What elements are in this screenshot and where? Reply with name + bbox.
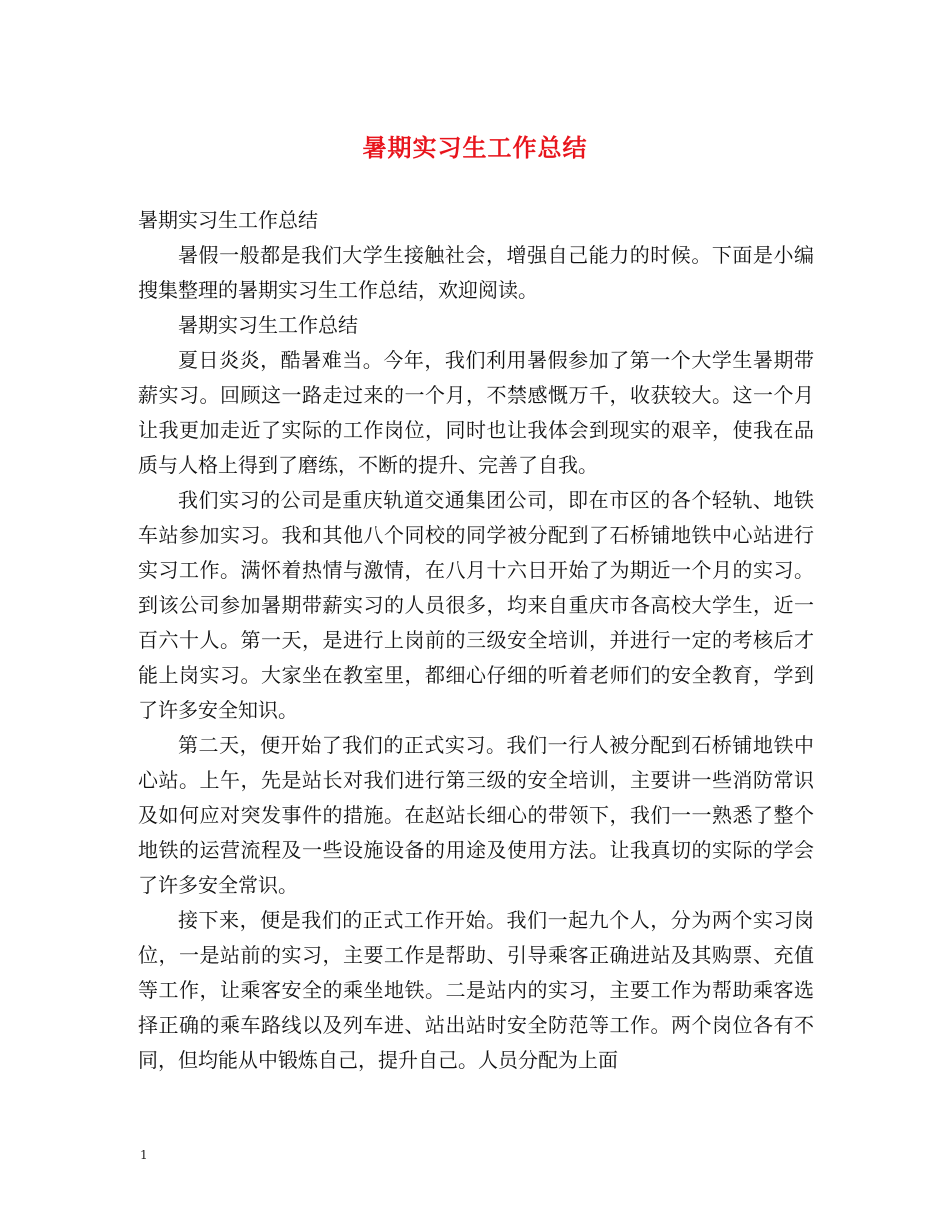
document-title: 暑期实习生工作总结 [362, 133, 588, 162]
paragraph-subheading: 暑期实习生工作总结 [178, 313, 358, 337]
paragraph: 我们实习的公司是重庆轨道交通集团公司，即在市区的各个轻轨、地铁车站参加实习。我和其他八个同校的同学被分配到了石桥铺地铁中心站进行实习工作。满怀着热情与激情，在八月十六日开始了为期近一个月的实习。到该公司参加暑期带薪实习的人员很多，均来自重庆市各高校大学生，近一百六十人。第一天，是进行上岗前的三级安全培训，并进行一定的考核后才能上岗实习。大家坐在教室里，都细心仔细的听着老师们的安全教育，学到了许多安全知识。 [138, 488, 814, 722]
paragraph: 接下来，便是我们的正式工作开始。我们一起九个人，分为两个实习岗位，一是站前的实习，主要工作是帮助、引导乘客正确进站及其购票、充值等工作，让乘客安全的乘坐地铁。二是站内的实习，主要工作为帮助乘客选择正确的乘车路线以及列车进、站出站时安全防范等工作。两个岗位各有不同，但均能从中锻炼自己，提升自己。人员分配为上面 [138, 908, 814, 1072]
paragraph-intro: 暑假一般都是我们大学生接触社会，增强自己能力的时候。下面是小编搜集整理的暑期实习生工作总结，欢迎阅读。 [138, 243, 814, 302]
paragraph: 第二天，便开始了我们的正式实习。我们一行人被分配到石桥铺地铁中心站。上午，先是站长对我们进行第三级的安全培训，主要讲一些消防常识及如何应对突发事件的措施。在赵站长细心的带领下，我们一一熟悉了整个地铁的运营流程及一些设施设备的用途及使用方法。让我真切的实际的学会了许多安全常识。 [138, 733, 814, 897]
page-number: 1 [140, 1148, 148, 1162]
document-body [138, 203, 814, 1078]
paragraph: 夏日炎炎，酷暑难当。今年，我们利用暑假参加了第一个大学生暑期带薪实习。回顾这一路走过来的一个月，不禁感慨万千，收获较大。这一个月让我更加走近了实际的工作岗位，同时也让我体会到现实的艰辛，使我在品质与人格上得到了磨练，不断的提升、完善了自我。 [138, 348, 814, 477]
paragraph-heading: 暑期实习生工作总结 [138, 208, 318, 232]
